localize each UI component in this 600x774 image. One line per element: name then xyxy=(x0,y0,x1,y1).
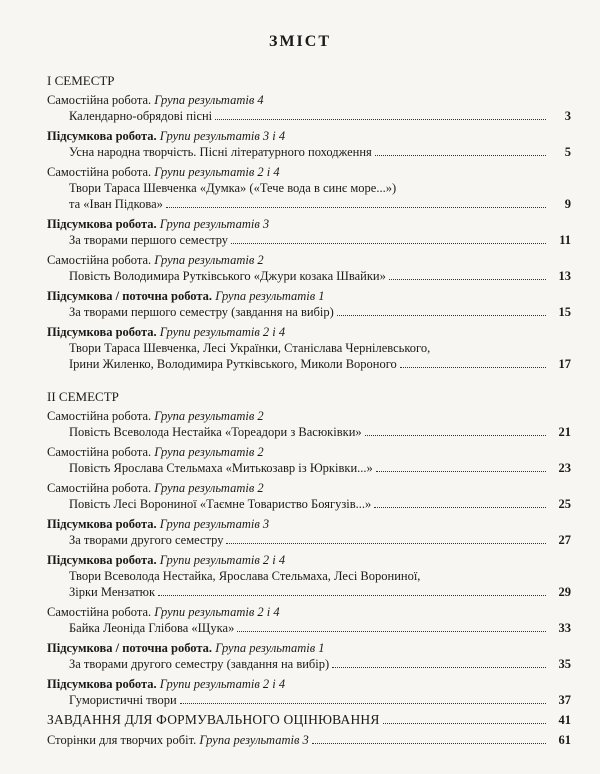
entry-heading xyxy=(47,216,571,232)
entry-heading xyxy=(47,164,571,180)
entry-result-group: Група результатів 1 xyxy=(215,641,325,655)
entry-description-line: Зірки Мензатюк xyxy=(69,585,156,599)
entry-work-type: Підсумкова робота. xyxy=(47,677,160,691)
toc-entry xyxy=(47,252,571,284)
semester-2-entries xyxy=(47,408,571,708)
dot-leader xyxy=(237,631,546,632)
entry-description-line: Повість Ярослава Стельмаха «Митькозавр із Юрківки...» xyxy=(69,461,373,475)
page-number: 61 xyxy=(558,733,571,747)
entry-result-group: Групи результатів 2 і 4 xyxy=(154,605,280,619)
dot-leader xyxy=(389,279,546,280)
page-number: 37 xyxy=(558,693,571,707)
entry-description-line: За творами другого семестру (завдання на вибір) xyxy=(69,657,330,671)
entry-description-line: Твори Тараса Шевченка «Думка» («Тече вода в синє море...») xyxy=(69,181,397,195)
semester-1-heading: I СЕМЕСТР xyxy=(47,73,115,88)
entry-heading xyxy=(47,408,571,424)
toc-entry xyxy=(47,324,571,372)
entry-description-row xyxy=(47,196,571,212)
entry-work-type: Самостійна робота. xyxy=(47,93,155,107)
entry-description-line: Гумористичні твори xyxy=(69,693,177,707)
dot-leader xyxy=(166,207,546,208)
entry-description-line: За творами першого семестру (завдання на вибір) xyxy=(69,305,334,319)
entry-work-type: Підсумкова робота. xyxy=(47,217,160,231)
semester-1-entries xyxy=(47,92,571,372)
entry-heading xyxy=(47,128,571,144)
entry-result-group: Група результатів 3 xyxy=(199,733,309,747)
toc-entry xyxy=(47,444,571,476)
entry-heading xyxy=(47,480,571,496)
entry-description-line: За творами першого семестру xyxy=(69,233,229,247)
dot-leader xyxy=(231,243,546,244)
entry-heading xyxy=(47,324,571,340)
dot-leader xyxy=(374,507,546,508)
dot-leader xyxy=(332,667,546,668)
entry-description-row xyxy=(47,656,571,672)
page-number: 23 xyxy=(558,461,571,475)
entry-result-group: Група результатів 1 xyxy=(215,289,325,303)
entry-description-line: Твори Тараса Шевченка, Лесі Українки, Станіслава Чернілевського, xyxy=(69,341,431,355)
entry-result-group: Група результатів 2 xyxy=(154,409,264,423)
entry-description-row xyxy=(47,268,571,284)
entry-description-row xyxy=(47,144,571,160)
dot-leader xyxy=(180,703,546,704)
dot-leader xyxy=(365,435,546,436)
entry-description-line: Календарно-обрядові пісні xyxy=(69,109,213,123)
entry-heading xyxy=(47,92,571,108)
page-number: 5 xyxy=(564,145,571,159)
toc-entry xyxy=(47,480,571,512)
toc-entry xyxy=(47,164,571,212)
dot-leader xyxy=(376,471,546,472)
entry-heading xyxy=(47,516,571,532)
entry-description-line: Ірини Жиленко, Володимира Рутківського, Миколи Вороного xyxy=(69,357,397,371)
entry-work-type: Підсумкова робота. xyxy=(47,517,160,531)
entry-description-row xyxy=(47,532,571,548)
page-number: 25 xyxy=(558,497,571,511)
page-number: 35 xyxy=(558,657,571,671)
entry-work-type: Підсумкова робота. xyxy=(47,129,160,143)
entry-result-group: Група результатів 3 xyxy=(159,517,270,531)
entry-result-group: Група результатів 2 xyxy=(154,481,264,495)
entry-description-line: Усна народна творчість. Пісні літературного походження xyxy=(69,145,372,159)
entry-result-group: Група результатів 4 xyxy=(154,93,264,107)
entry-result-group: Групи результатів 2 і 4 xyxy=(154,165,280,179)
page-number: 29 xyxy=(558,585,571,599)
dot-leader xyxy=(226,543,546,544)
toc-entry xyxy=(47,288,571,320)
entry-description-row xyxy=(47,496,571,512)
entry-result-group: Групи результатів 2 і 4 xyxy=(159,677,286,691)
toc-entry xyxy=(47,604,571,636)
entry-description-line: Повість Всеволода Нестайка «Тореадори з Васюківки» xyxy=(69,425,362,439)
entry-description-row xyxy=(47,584,571,600)
final-entries xyxy=(47,712,571,748)
entry-description-row xyxy=(47,356,571,372)
entry-work-type: Підсумкова / поточна робота. xyxy=(47,641,216,655)
entry-heading xyxy=(47,640,571,656)
entry-work-type: Самостійна робота. xyxy=(47,481,155,495)
entry-result-group: Група результатів 2 xyxy=(154,445,264,459)
page-title: ЗМІСТ xyxy=(269,33,331,50)
page-number: 17 xyxy=(558,357,571,371)
dot-leader xyxy=(375,155,546,156)
final-entry-title: Сторінки для творчих робіт. xyxy=(47,733,200,747)
toc-entry xyxy=(47,552,571,600)
entry-heading xyxy=(47,444,571,460)
entry-heading xyxy=(47,604,571,620)
dot-leader xyxy=(400,367,546,368)
toc-entry xyxy=(47,128,571,160)
final-entry-row xyxy=(47,732,571,748)
entry-work-type: Самостійна робота. xyxy=(47,409,155,423)
entry-description-line: та «Іван Підкова» xyxy=(69,197,163,211)
entry-work-type: Підсумкова робота. xyxy=(47,325,160,339)
final-entry-title: ЗАВДАННЯ ДЛЯ ФОРМУВАЛЬНОГО ОЦІНЮВАННЯ xyxy=(47,712,380,727)
entry-description-line: Повість Володимира Рутківського «Джури козака Швайки» xyxy=(69,269,386,283)
entry-work-type: Самостійна робота. xyxy=(47,165,155,179)
toc-entry xyxy=(47,676,571,708)
page-number: 9 xyxy=(564,197,571,211)
entry-description-line: Твори Всеволода Нестайка, Ярослава Стельмаха, Лесі Ворониної, xyxy=(69,569,421,583)
dot-leader xyxy=(312,743,546,744)
final-entry-text xyxy=(47,712,380,728)
entry-description-line: Повість Лесі Ворониної «Таємне Товариство Боягузів...» xyxy=(69,497,372,511)
entry-result-group: Група результатів 3 xyxy=(159,217,270,231)
entry-heading xyxy=(47,552,571,568)
entry-work-type: Підсумкова робота. xyxy=(47,553,160,567)
entry-description-line: За творами другого семестру xyxy=(69,533,224,547)
entry-description-row xyxy=(47,460,571,476)
page-number: 27 xyxy=(558,533,571,547)
entry-work-type: Підсумкова / поточна робота. xyxy=(47,289,216,303)
entry-heading xyxy=(47,676,571,692)
toc-entry xyxy=(47,216,571,248)
final-entry-row xyxy=(47,712,571,728)
toc-entry xyxy=(47,516,571,548)
entry-work-type: Самостійна робота. xyxy=(47,445,155,459)
entry-heading xyxy=(47,288,571,304)
entry-work-type: Самостійна робота. xyxy=(47,605,155,619)
entry-description-row xyxy=(47,424,571,440)
page-number: 41 xyxy=(558,713,571,727)
table-of-contents xyxy=(47,72,571,752)
toc-entry xyxy=(47,408,571,440)
semester-2-heading: II СЕМЕСТР xyxy=(47,389,119,404)
entry-description-line: Байка Леоніда Глібова «Щука» xyxy=(69,621,235,635)
entry-description-row xyxy=(47,692,571,708)
page-number: 11 xyxy=(559,233,571,247)
entry-result-group: Група результатів 2 xyxy=(154,253,264,267)
page-number: 13 xyxy=(558,269,571,283)
entry-heading xyxy=(47,252,571,268)
entry-result-group: Групи результатів 2 і 4 xyxy=(159,553,286,567)
page-number: 21 xyxy=(558,425,571,439)
page-number: 15 xyxy=(558,305,571,319)
page-number: 33 xyxy=(558,621,571,635)
page-number: 3 xyxy=(564,109,571,123)
entry-work-type: Самостійна робота. xyxy=(47,253,155,267)
toc-entry xyxy=(47,92,571,124)
entry-result-group: Групи результатів 2 і 4 xyxy=(159,325,286,339)
dot-leader xyxy=(158,595,546,596)
dot-leader xyxy=(337,315,546,316)
entry-description-row xyxy=(47,620,571,636)
entry-description-row xyxy=(47,108,571,124)
dot-leader xyxy=(215,119,546,120)
entry-description-row xyxy=(47,304,571,320)
entry-description-row xyxy=(47,232,571,248)
final-entry-text xyxy=(47,732,309,748)
toc-entry xyxy=(47,640,571,672)
entry-result-group: Групи результатів 3 і 4 xyxy=(159,129,286,143)
dot-leader xyxy=(383,723,546,724)
